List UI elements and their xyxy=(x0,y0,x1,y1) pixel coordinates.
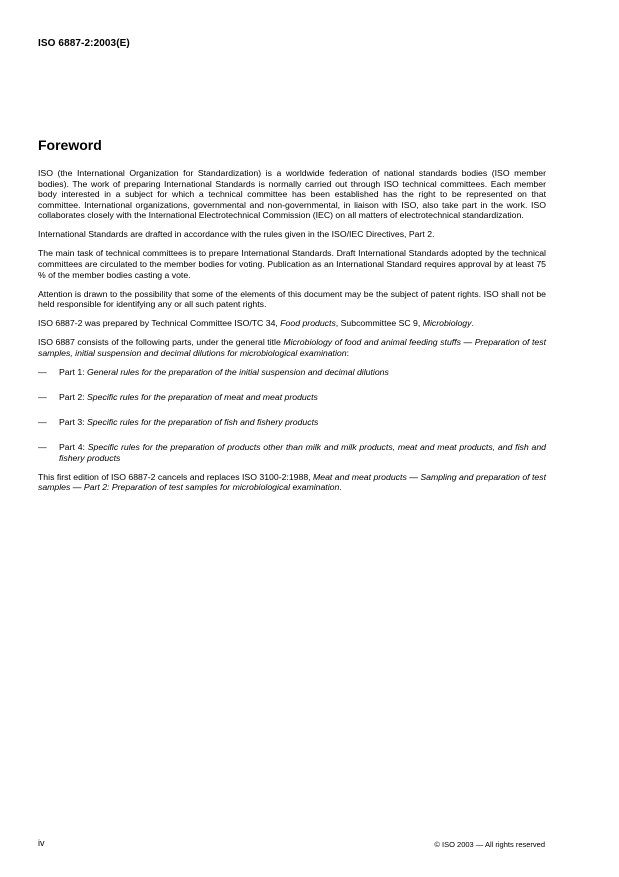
list-item xyxy=(38,417,546,428)
paragraph-technical-committees: The main task of technical committees is to prepare International Standards. Draft International Standards adopted by the technical committees are circulated to the member bodies for voting. Publication as an International Standard requires approval by at least 75 % of the member bodies casting a vote. xyxy=(38,248,546,280)
general-title: Microbiology of food and animal feeding stuffs — Preparation of test samples, initial suspension and decimal dilutions for microbiological examination xyxy=(38,337,546,358)
paragraph-prepared-by xyxy=(38,318,546,329)
parts-list xyxy=(38,367,546,463)
dash-bullet: — xyxy=(38,441,47,452)
list-item xyxy=(38,367,546,378)
edition-text: This first edition of ISO 6887-2 cancels and replaces ISO 3100-2:1988, xyxy=(38,471,314,482)
dash-bullet: — xyxy=(38,416,47,427)
part-title: General rules for the preparation of the initial suspension and decimal dilutions xyxy=(87,366,389,377)
paragraph-edition xyxy=(38,472,546,493)
prepared-by-end: . xyxy=(471,318,474,329)
parts-intro-text: ISO 6887 consists of the following parts, under the general title xyxy=(38,337,284,348)
dash-bullet: — xyxy=(38,391,47,402)
list-item xyxy=(38,442,546,463)
part-title: Specific rules for the preparation of meat and meat products xyxy=(87,391,318,402)
part-title: Specific rules for the preparation of fish and fishery products xyxy=(87,416,319,427)
page-number: iv xyxy=(38,838,45,848)
edition-end: . xyxy=(339,482,342,493)
replaced-standard-title: Meat and meat products — Sampling and preparation of test samples — Part 2: Preparation of test samples for microbiological examination xyxy=(38,471,546,493)
part-label: Part 1: xyxy=(59,366,88,377)
subcommittee-title: Microbiology xyxy=(422,318,472,329)
paragraph-patent-rights: Attention is drawn to the possibility that some of the elements of this document may be the subject of patent rights. ISO shall not be held responsible for identifying any or all such patent rights. xyxy=(38,288,546,310)
part-title: Specific rules for the preparation of products other than milk and milk products, meat and meat products, and fish and fishery products xyxy=(59,441,546,463)
prepared-by-mid: , Subcommittee SC 9, xyxy=(335,318,423,329)
document-code: ISO 6887-2:2003(E) xyxy=(38,38,130,49)
list-item xyxy=(38,392,546,403)
paragraph-iso-intro: ISO (the International Organization for Standardization) is a worldwide federation of national standards bodies (ISO member bodies). The work of preparing International Standards is normally carried out through ISO technical committees. Each member body interested in a subject for which a technical committee has been established has the right to be represented on that committee. International organizations, governmental and non-governmental, in liaison with ISO, also take part in the work. ISO collaborates closely with the International Electrotechnical Commission (IEC) on all matters of electrotechnical standardization. xyxy=(38,168,546,221)
paragraph-directives: International Standards are drafted in accordance with the rules given in the ISO/IEC Directives, Part 2. xyxy=(38,229,435,240)
parts-intro-end: : xyxy=(346,347,349,358)
page-title: Foreword xyxy=(38,137,102,153)
paragraph-parts-intro xyxy=(38,337,546,358)
foreword-body xyxy=(38,168,546,501)
part-label: Part 3: xyxy=(59,416,88,427)
prepared-by-text: ISO 6887-2 was prepared by Technical Committee ISO/TC 34, xyxy=(38,318,281,329)
part-label: Part 2: xyxy=(59,391,88,402)
committee-title: Food products xyxy=(280,318,336,329)
dash-bullet: — xyxy=(38,366,47,377)
part-label: Part 4: xyxy=(59,441,88,452)
copyright-notice: © ISO 2003 — All rights reserved xyxy=(434,840,545,849)
